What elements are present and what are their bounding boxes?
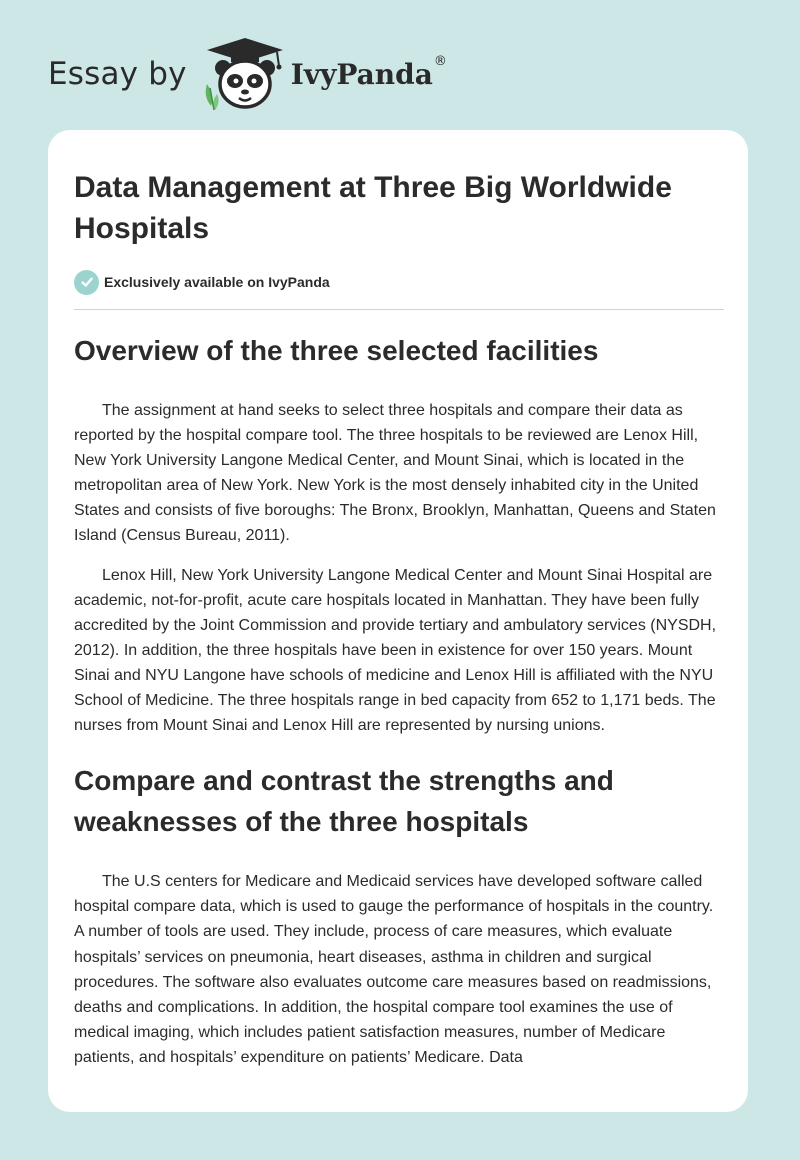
exclusive-badge [74,269,724,295]
paragraph: The assignment at hand seeks to select three hospitals and compare their data as reported by the hospital compare tool. The three hospitals to be reviewed are Lenox Hill, New York University Langone Medical Center, and Mount Sinai, which is located in the metropolitan area of New York. New York is the most densely inhabited city in the United States and consists of five boroughs: The Bronx, Brooklyn, Manhattan, Queens and Staten Island (Census Bureau, 2011). [74,402,716,545]
paragraph: Lenox Hill, New York University Langone Medical Center and Mount Sinai Hospital are academic, not-for-profit, acute care hospitals located in Manhattan. They have been fully accredited by the Joint Commission and provide tertiary and ambulatory services (NYSDH, 2012). In addition, the three hospitals have been in existence for over 150 years. Mount Sinai and NYU Langone have schools of medicine and Lenox Hill is affiliated with the NYU School of Medicine. The three hospitals range in bed capacity from 652 to 1,171 beds. The nurses from Mount Sinai and Lenox Hill are represented by nursing unions. [74,566,717,735]
check-circle-icon [74,270,99,295]
divider [74,309,724,310]
paragraph: The U.S centers for Medicare and Medicaid services have developed software called hospital compare data, which is used to gauge the performance of hospitals in the country. A number of tools are used. They include, process of care measures, which evaluate hospitals’ services on pneumonia, heart diseases, asthma in children and surgical procedures. The software also evaluates outcome care measures based on readmissions, deaths and complications. In addition, the hospital compare tool examines the use of medical imaging, which includes patient satisfaction measures, number of Medicare patients, and hospitals’ expenditure on patients’ Medicare. Data [74,873,714,1066]
registered-mark: ® [433,54,447,69]
brand-name[interactable]: IvyPanda [290,57,433,91]
essay-by-label: Essay by [48,56,187,92]
site-header [48,36,447,112]
section-heading-overview: Overview of the three selected facilities [74,335,599,366]
article-title: Data Management at Three Big Worldwide Hospitals [74,171,672,245]
article-content [74,167,724,1070]
section-heading-compare: Compare and contrast the strengths and weaknesses of the three hospitals [74,765,614,838]
ivypanda-logo-icon[interactable] [201,36,289,112]
exclusive-label: Exclusively available on IvyPanda [104,274,330,290]
article-card [48,130,748,1112]
